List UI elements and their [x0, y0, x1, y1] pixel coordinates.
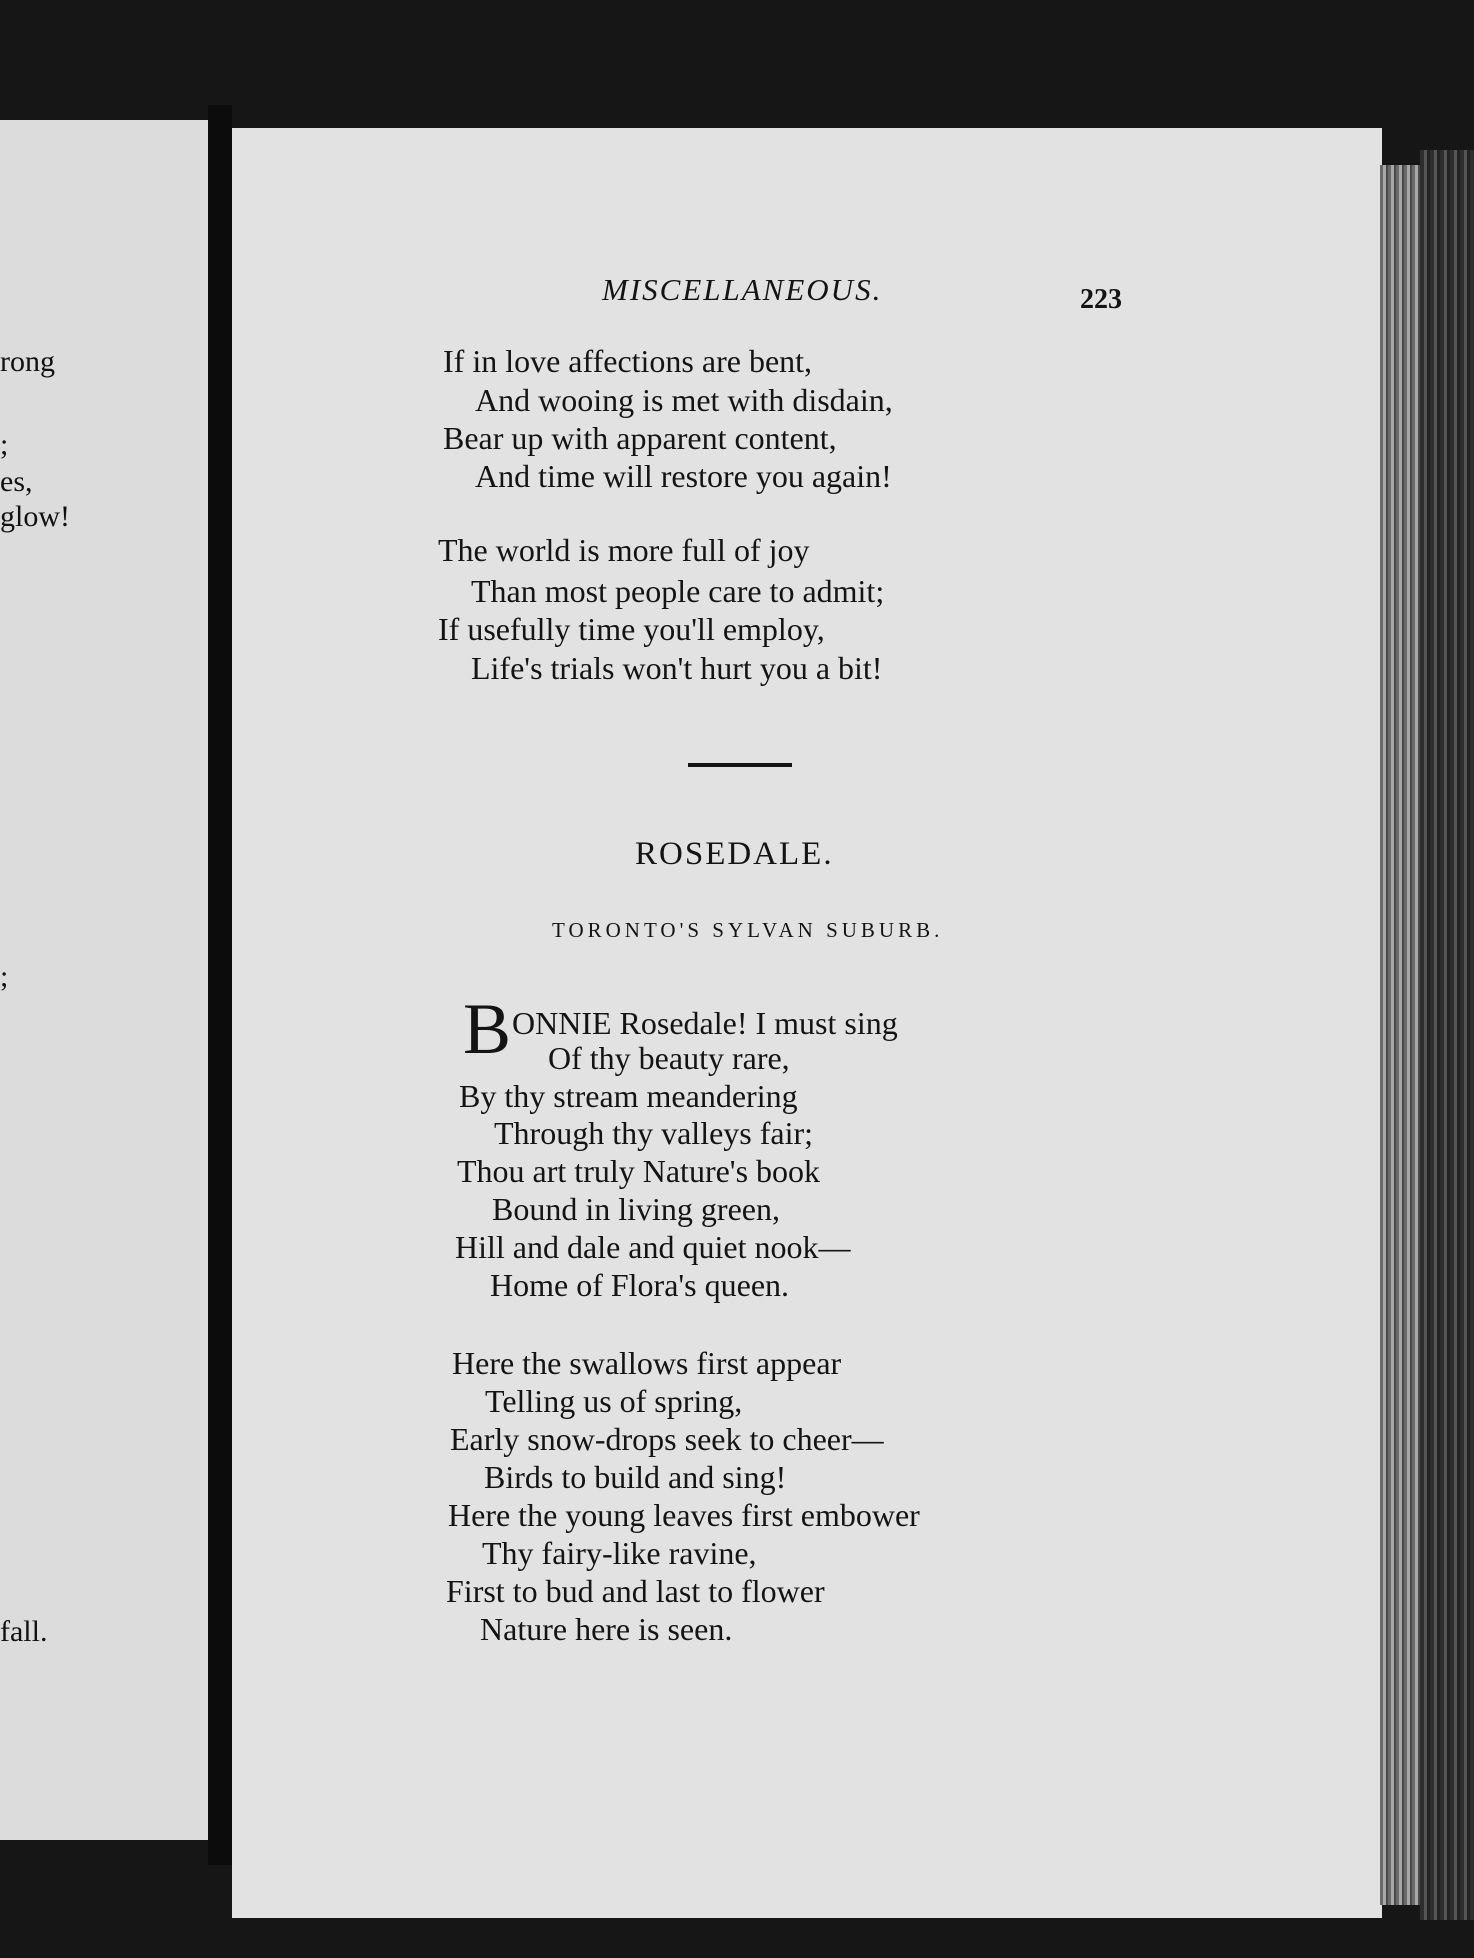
- left-page-fragment: glow!: [0, 500, 70, 533]
- verse-line: Bound in living green,: [492, 1191, 780, 1227]
- verse-line: Bear up with apparent content,: [443, 420, 837, 456]
- verse-line: Than most people care to admit;: [471, 573, 885, 609]
- page-edge: [1380, 165, 1420, 1905]
- verse-line: Birds to build and sing!: [484, 1459, 787, 1495]
- left-page-fragment: ;: [0, 960, 9, 993]
- verse-line: And wooing is met with disdain,: [475, 382, 893, 418]
- book-gutter: [208, 105, 232, 1865]
- left-page-fragment: rong: [0, 345, 55, 378]
- running-head: MISCELLANEOUS.: [602, 272, 883, 307]
- verse-line: Here the swallows first appear: [452, 1345, 842, 1381]
- cover-edge: [1420, 150, 1474, 1920]
- left-page-fragment: ;: [0, 428, 9, 461]
- verse-line: Here the young leaves first embower: [448, 1497, 920, 1533]
- drop-cap: B: [463, 989, 512, 1069]
- left-page-fragment: fall.: [0, 1615, 48, 1648]
- verse-line: ONNIE Rosedale! I must sing: [512, 1005, 898, 1041]
- verse-line: Hill and dale and quiet nook—: [455, 1229, 851, 1265]
- poem-title: ROSEDALE.: [635, 836, 834, 872]
- left-page: [0, 120, 208, 1840]
- verse-line: Through thy valleys fair;: [494, 1115, 814, 1151]
- verse-line: The world is more full of joy: [438, 532, 810, 568]
- page-number: 223: [1080, 284, 1122, 315]
- verse-line: Life's trials won't hurt you a bit!: [471, 650, 883, 686]
- section-divider: [688, 763, 792, 767]
- poem-subtitle: TORONTO'S SYLVAN SUBURB.: [552, 918, 944, 942]
- verse-line: Thou art truly Nature's book: [457, 1153, 821, 1189]
- verse-line: By thy stream meandering: [459, 1078, 798, 1114]
- verse-line: Nature here is seen.: [480, 1611, 733, 1647]
- verse-line: And time will restore you again!: [475, 458, 892, 494]
- verse-line: Home of Flora's queen.: [490, 1267, 790, 1303]
- verse-line: First to bud and last to flower: [446, 1573, 825, 1609]
- verse-line: Early snow-drops seek to cheer—: [450, 1421, 884, 1457]
- verse-line: If usefully time you'll employ,: [438, 611, 825, 647]
- verse-line: If in love affections are bent,: [443, 343, 813, 379]
- verse-line: Of thy beauty rare,: [548, 1040, 790, 1076]
- verse-line: Thy fairy-like ravine,: [482, 1535, 757, 1571]
- verse-line: Telling us of spring,: [485, 1383, 743, 1419]
- left-page-fragment: es,: [0, 465, 33, 498]
